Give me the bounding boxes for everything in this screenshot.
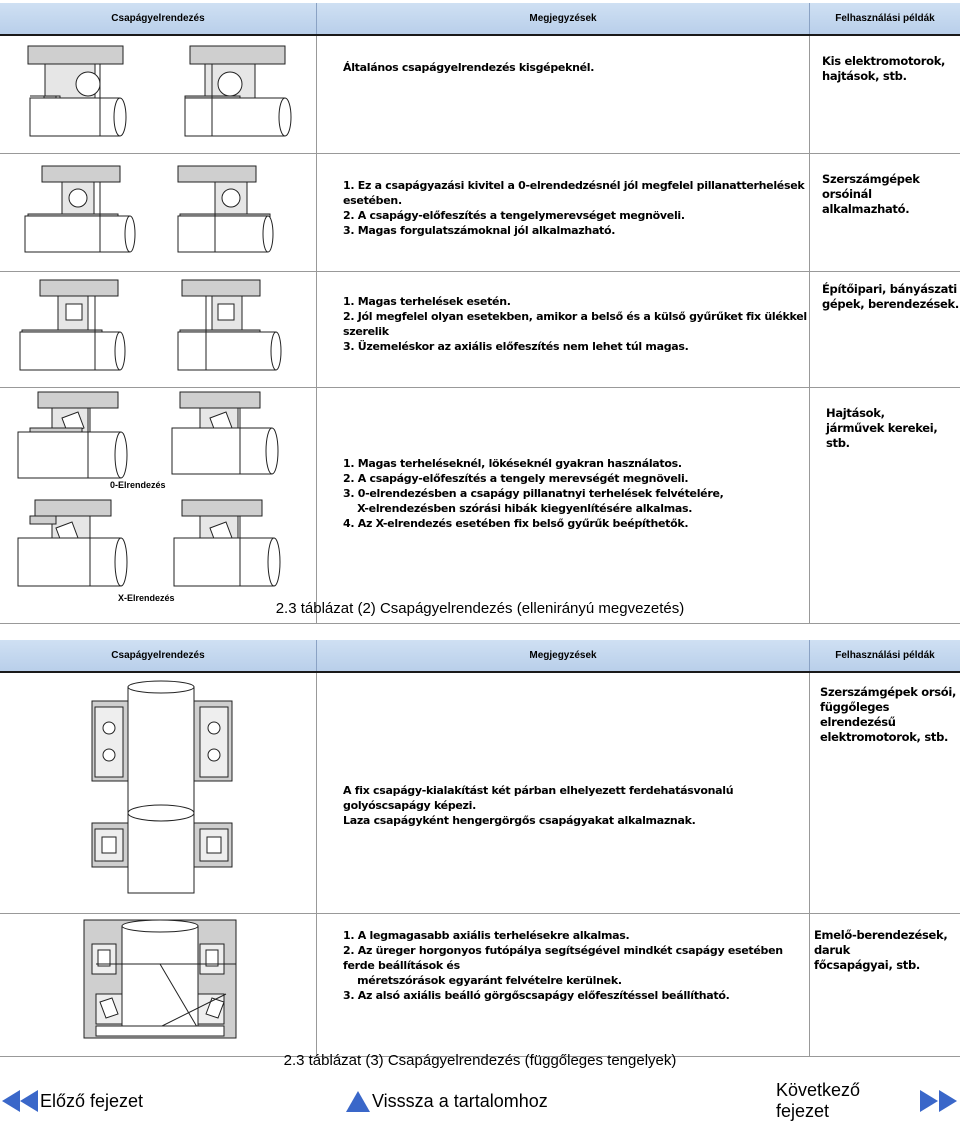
note-line: 1. A legmagasabb axiális terhelésekre alkalmas. xyxy=(343,928,809,943)
usage-line: Szerszámgépek orsói, xyxy=(820,685,960,700)
table-caption: 2.3 táblázat (2) Csapágyelrendezés (ellenirányú megvezetés) xyxy=(0,600,960,617)
usage-line: alkalmazható. xyxy=(822,202,960,217)
usage-line: Szerszámgépek orsóinál xyxy=(822,172,960,202)
arrangement-label: 0-Elrendezés xyxy=(110,480,166,490)
note-line: A fix csapágy-kialakítást két párban elhelyezett ferdehatásvonalú golyóscsapágy képezi. xyxy=(343,783,809,813)
bearing-drawing-roller xyxy=(0,272,316,382)
note-line: X-elrendezésben szórási hibák kiegyenlítésére alkalmas. xyxy=(343,501,809,516)
next-chapter-label: Következő fejezet xyxy=(776,1080,918,1122)
note-line: Általános csapágyelrendezés kisgépeknél. xyxy=(343,60,809,75)
bearing-drawing-preload xyxy=(0,154,316,266)
usage-line: Hajtások, xyxy=(826,406,960,421)
toc-label: Visssza a tartalomhoz xyxy=(372,1091,548,1112)
usage-cell xyxy=(810,672,960,914)
toc-link[interactable] xyxy=(344,1088,548,1114)
arrow-up-icon xyxy=(344,1088,372,1114)
header-usage: Felhasználási példák xyxy=(810,640,960,672)
notes-cell xyxy=(317,388,810,624)
arrangement-drawing-cell xyxy=(0,154,317,272)
note-line: Laza csapágyként hengergörgős csapágyakat alkalmaznak. xyxy=(343,813,809,828)
note-line: 2. A csapágy-előfeszítés a tengelymerevséget megnöveli. xyxy=(343,208,809,223)
note-line: 1. Ez a csapágyazási kivitel a 0-elrendedzésnél jól megfelel pillanatterhelések esetében. xyxy=(343,178,809,208)
next-chapter-link[interactable] xyxy=(776,1088,960,1114)
arrangement-drawing-cell xyxy=(0,272,317,388)
note-line: 4. Az X-elrendezés esetében fix belső gyűrűk beépíthetők. xyxy=(343,516,809,531)
usage-line: gépek, berendezések. xyxy=(822,297,960,312)
notes-cell xyxy=(317,154,810,272)
bearing-arrangement-table-3 xyxy=(0,640,960,1057)
usage-line: függőleges elrendezésű xyxy=(820,700,960,730)
header-arrangement: Csapágyelrendezés xyxy=(0,3,317,35)
usage-cell xyxy=(810,35,960,154)
note-line: 1. Magas terheléseknél, lökéseknél gyakran használatos. xyxy=(343,456,809,471)
prev-chapter-link[interactable] xyxy=(0,1088,143,1114)
note-line: 3. Üzemeléskor az axiális előfeszítés nem lehet túl magas. xyxy=(343,339,809,354)
usage-line: Emelő-berendezések, daruk xyxy=(814,928,960,958)
note-line: 2. Az üreger horgonyos futópálya segítségével mindkét csapágy esetében ferde beállítások és xyxy=(343,943,809,973)
usage-line: hajtások, stb. xyxy=(822,69,960,84)
arrangement-drawing-cell xyxy=(0,388,317,624)
header-notes: Megjegyzések xyxy=(317,640,810,672)
header-notes: Megjegyzések xyxy=(317,3,810,35)
notes-cell xyxy=(317,35,810,154)
arrangement-label: X-Elrendezés xyxy=(118,593,175,603)
usage-line: elektromotorok, stb. xyxy=(820,730,960,745)
arrow-left-icon xyxy=(0,1088,40,1114)
note-line: 2. Jól megfelel olyan esetekben, amikor a belső és a külső gyűrűket fix ülékkel szerelik xyxy=(343,309,809,339)
usage-line: Kis elektromotorok, xyxy=(822,54,960,69)
arrow-right-icon xyxy=(918,1088,960,1114)
note-line: 2. A csapágy-előfeszítés a tengely merevségét megnöveli. xyxy=(343,471,809,486)
notes-cell xyxy=(317,272,810,388)
chapter-navigation xyxy=(0,1082,960,1120)
notes-cell xyxy=(317,914,810,1057)
usage-cell xyxy=(810,154,960,272)
bearing-drawing-tapered xyxy=(0,388,316,618)
notes-cell xyxy=(317,672,810,914)
prev-chapter-label: Előző fejezet xyxy=(40,1091,143,1112)
usage-cell xyxy=(810,388,960,624)
note-line: méretszórások egyaránt felvételre kerülnek. xyxy=(343,973,809,988)
bearing-drawing-vertical-spindle xyxy=(0,673,316,908)
usage-line: Építőipari, bányászati xyxy=(822,282,960,297)
arrangement-drawing-cell xyxy=(0,672,317,914)
bearing-drawing-crane xyxy=(0,914,316,1051)
usage-cell xyxy=(810,272,960,388)
arrangement-drawing-cell xyxy=(0,35,317,154)
bearing-arrangement-table-2 xyxy=(0,3,960,624)
usage-line: járművek kerekei, stb. xyxy=(826,421,960,451)
note-line: 3. Az alsó axiális beálló görgőscsapágy előfeszítéssel beállítható. xyxy=(343,988,809,1003)
arrangement-drawing-cell xyxy=(0,914,317,1057)
note-line: 3. Magas forgulatszámoknal jól alkalmazható. xyxy=(343,223,809,238)
header-arrangement: Csapágyelrendezés xyxy=(0,640,317,672)
bearing-drawing-general xyxy=(0,36,316,148)
usage-line: főcsapágyai, stb. xyxy=(814,958,960,973)
header-usage: Felhasználási példák xyxy=(810,3,960,35)
usage-cell xyxy=(810,914,960,1057)
note-line: 3. 0-elrendezésben a csapágy pillanatnyi terhelések felvételére, xyxy=(343,486,809,501)
note-line: 1. Magas terhelések esetén. xyxy=(343,294,809,309)
table-caption: 2.3 táblázat (3) Csapágyelrendezés (függőleges tengelyek) xyxy=(0,1052,960,1069)
